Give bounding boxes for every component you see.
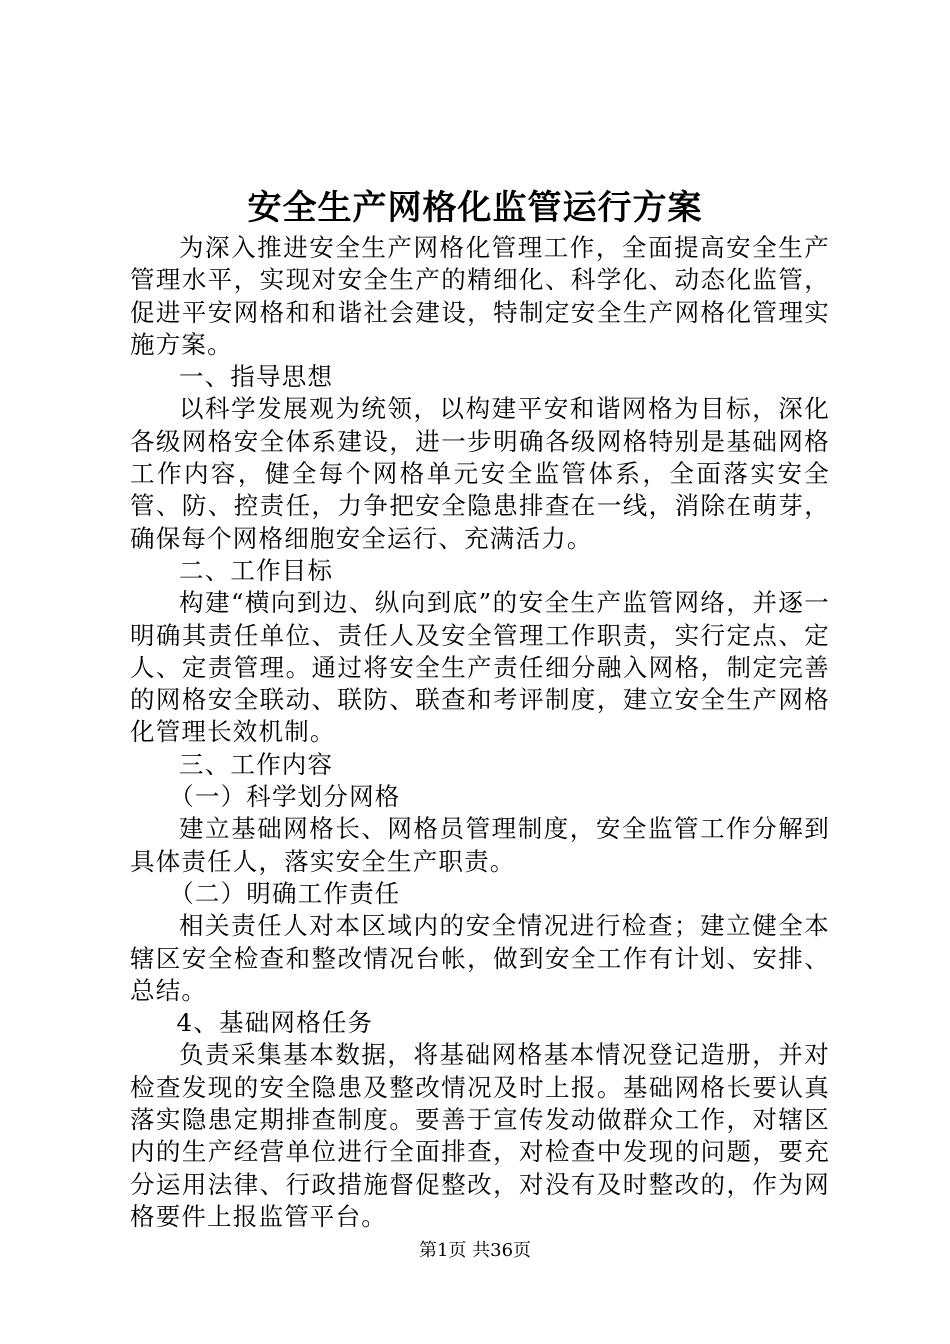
document-title: 安全生产网格化监管运行方案 — [247, 188, 703, 228]
guiding-ideology-paragraph: 以科学发展观为统领，以构建平安和谐网格为目标，深化各级网格安全体系建设，进一步明确各级网格特别是基础网格工作内容，健全每个网格单元安全监管体系，全面落实安全管、防、控责任，力争把安全隐患排查在一线，消除在萌芽，确保每个网格细胞安全运行、充满活力。 — [130, 394, 830, 553]
document-body — [130, 232, 830, 1233]
grid-division-paragraph: 建立基础网格长、网格员管理制度，安全监管工作分解到具体责任人，落实安全生产职责。 — [130, 814, 830, 876]
subsection-heading-basic-grid-tasks: 4、基础网格任务 — [176, 1008, 374, 1038]
work-goals-paragraph: 构建“横向到边、纵向到底”的安全生产监管网络，并逐一明确其责任单位、责任人及安全管理工作职责，实行定点、定人、定责管理。通过将安全生产责任细分融入网格，制定完善的网格安全联动、联防、联查和考评制度，建立安全生产网格化管理长效机制。 — [130, 588, 830, 747]
intro-paragraph: 为深入推进安全生产网格化管理工作，全面提高安全生产管理水平，实现对安全生产的精细化、科学化、动态化监管，促进平安网格和和谐社会建设，特制定安全生产网格化管理实施方案。 — [130, 233, 830, 359]
section-heading-work-goals: 二、工作目标 — [179, 555, 334, 585]
subsection-heading-responsibilities: （二）明确工作责任 — [169, 878, 401, 908]
subsection-heading-grid-division: （一）科学划分网格 — [169, 782, 401, 812]
basic-grid-tasks-paragraph: 负责采集基本数据，将基础网格基本情况登记造册，并对检查发现的安全隐患及整改情况及时上报。基础网格长要认真落实隐患定期排查制度。要善于宣传发动做群众工作，对辖区内的生产经营单位进行全面排查，对检查中发现的问题，要充分运用法律、行政措施督促整改，对没有及时整改的，作为网格要件上报监管平台。 — [130, 1040, 830, 1231]
responsibilities-paragraph: 相关责任人对本区域内的安全情况进行检查；建立健全本辖区安全检查和整改情况台帐，做到安全工作有计划、安排、总结。 — [130, 911, 830, 1005]
section-heading-guiding-ideology: 一、指导思想 — [179, 362, 334, 392]
page-footer: 第1页 共36页 — [418, 1240, 532, 1261]
section-heading-work-content: 三、工作内容 — [179, 749, 334, 779]
